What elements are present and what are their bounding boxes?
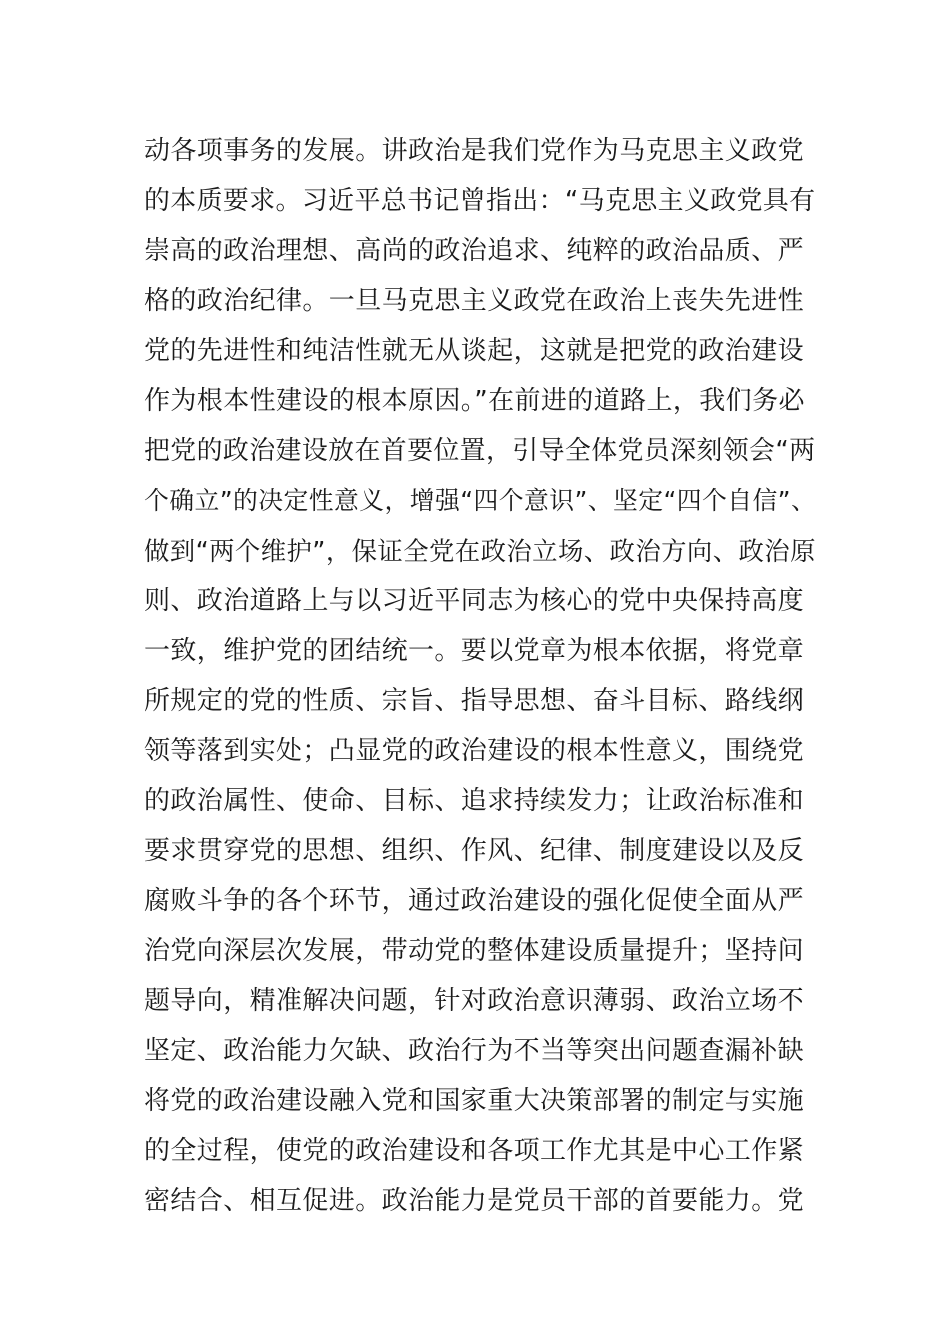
- text-line: 党的先进性和纯洁性就无从谈起，这就是把党的政治建设: [144, 336, 805, 366]
- text-line: 的全过程，使党的政治建设和各项工作尤其是中心工作紧: [144, 1136, 805, 1166]
- text-line: 的政治属性、使命、目标、追求持续发力；让政治标准和: [144, 786, 805, 816]
- text-line: 做到“两个维护”，保证全党在政治立场、政治方向、政治原: [144, 536, 816, 566]
- text-line: 领等落到实处；凸显党的政治建设的根本性意义，围绕党: [144, 736, 805, 766]
- text-line: 作为根本性建设的根本原因。”在前进的道路上，我们务必: [144, 386, 805, 416]
- text-line: 一致，维护党的团结统一。要以党章为根本依据，将党章: [144, 636, 805, 666]
- text-line: 的本质要求。习近平总书记曾指出：“马克思主义政党具有: [144, 186, 816, 216]
- text-line: 坚定、政治能力欠缺、政治行为不当等突出问题查漏补缺: [144, 1036, 805, 1066]
- text-line: 治党向深层次发展，带动党的整体建设质量提升；坚持问: [144, 936, 805, 966]
- text-line: 则、政治道路上与以习近平同志为核心的党中央保持高度: [144, 586, 805, 616]
- text-line: 密结合、相互促进。政治能力是党员干部的首要能力。党: [144, 1186, 805, 1216]
- text-line: 动各项事务的发展。讲政治是我们党作为马克思主义政党: [144, 136, 805, 166]
- text-line: 腐败斗争的各个环节，通过政治建设的强化促使全面从严: [144, 886, 805, 916]
- body-paragraph: [144, 126, 817, 1226]
- text-line: 题导向，精准解决问题，针对政治意识薄弱、政治立场不: [144, 986, 805, 1016]
- text-line: 要求贯穿党的思想、组织、作风、纪律、制度建设以及反: [144, 836, 805, 866]
- text-line: 崇高的政治理想、高尚的政治追求、纯粹的政治品质、严: [144, 236, 805, 266]
- text-line: 将党的政治建设融入党和国家重大决策部署的制定与实施: [144, 1086, 805, 1116]
- text-line: 把党的政治建设放在首要位置，引导全体党员深刻领会“两: [144, 436, 816, 466]
- text-line: 个确立”的决定性意义，增强“四个意识”、坚定“四个自信”、: [144, 486, 817, 515]
- text-line: 格的政治纪律。一旦马克思主义政党在政治上丧失先进性: [144, 286, 805, 316]
- text-line: 所规定的党的性质、宗旨、指导思想、奋斗目标、路线纲: [144, 686, 805, 716]
